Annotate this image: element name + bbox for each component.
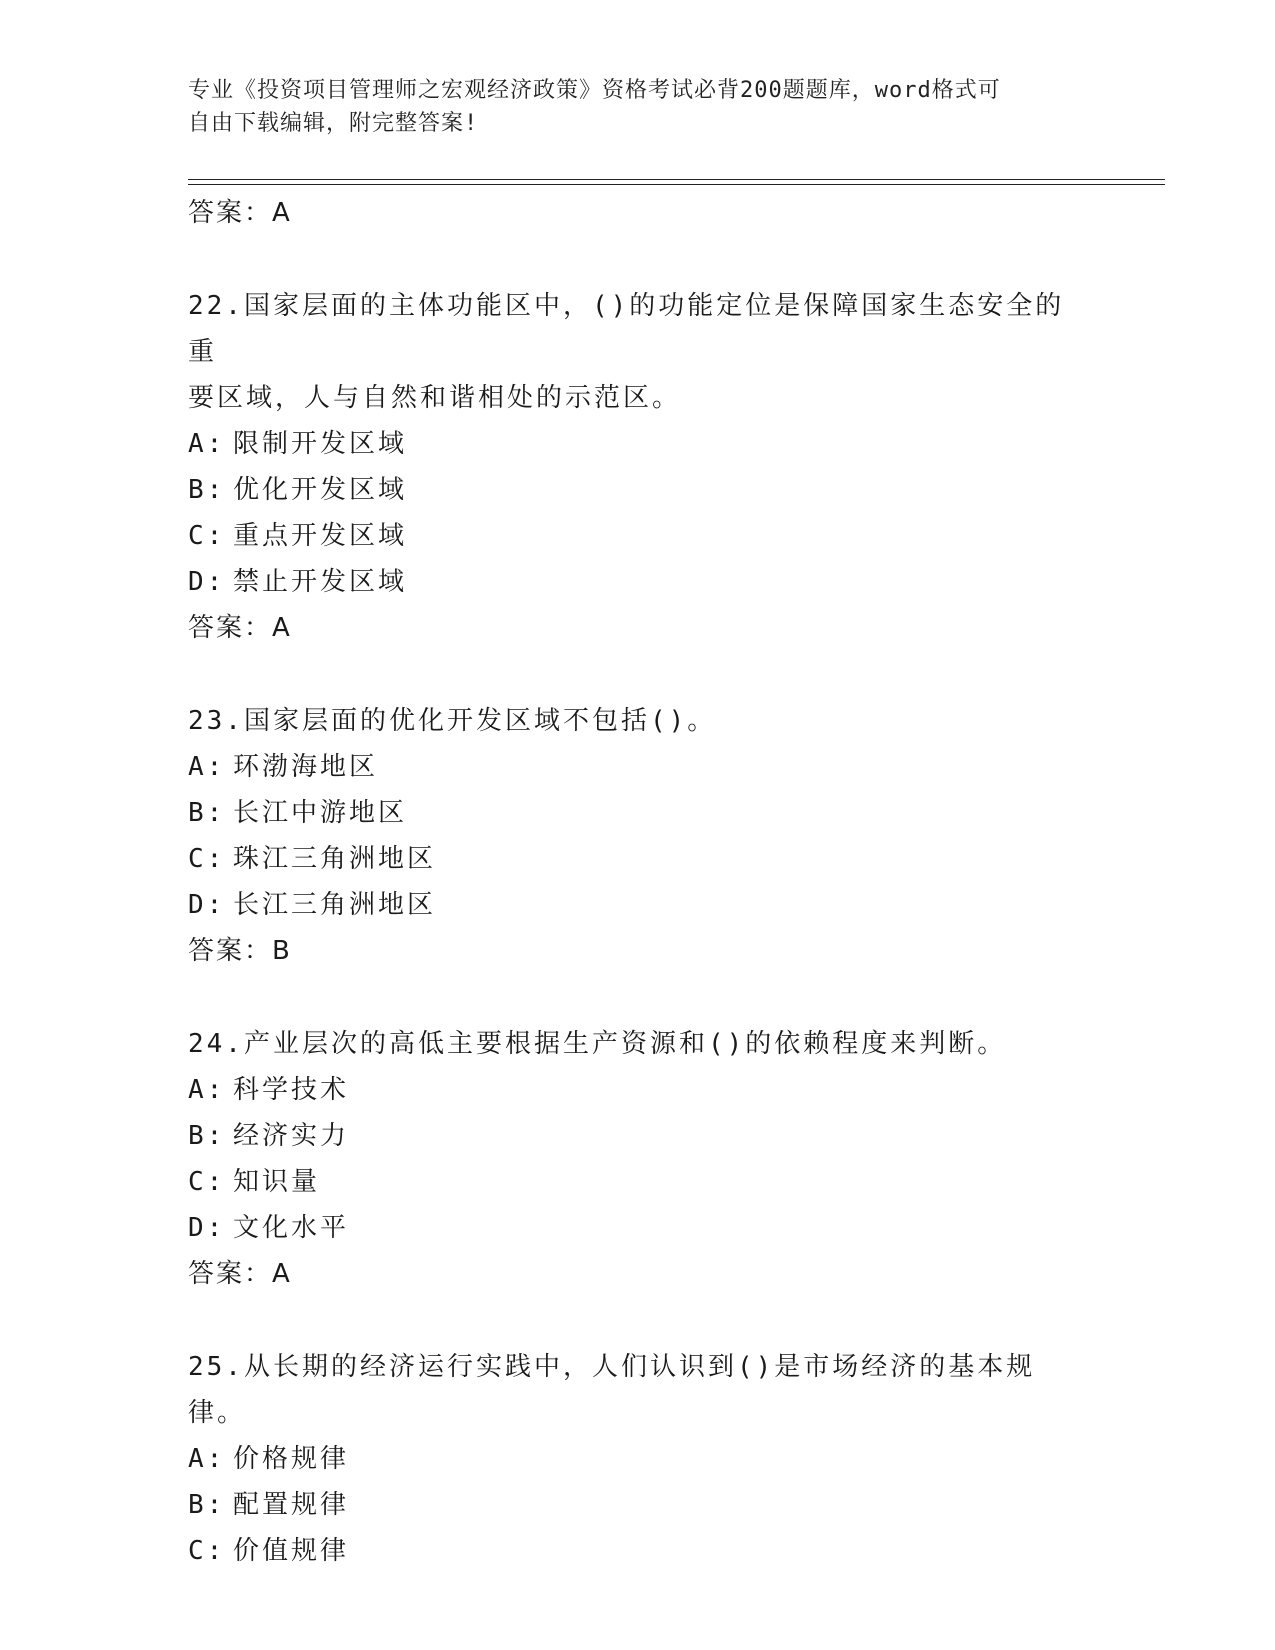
option-d — [188, 1205, 1088, 1251]
option-letter: D: — [188, 1213, 226, 1243]
option-text: 经济实力 — [233, 1121, 350, 1151]
answer-line: 答案：B — [188, 936, 292, 966]
option-text: 文化水平 — [233, 1213, 350, 1243]
option-b — [188, 467, 1088, 513]
option-letter: A: — [188, 429, 226, 459]
header-divider-top — [188, 179, 1165, 180]
option-text: 价值规律 — [233, 1536, 350, 1566]
option-c — [188, 1528, 1088, 1574]
option-letter: A: — [188, 1444, 226, 1474]
option-text: 科学技术 — [233, 1075, 350, 1105]
document-header — [188, 74, 1088, 140]
answer-line: 答案：A — [188, 198, 292, 228]
option-letter: A: — [188, 1075, 226, 1105]
option-text: 优化开发区域 — [233, 475, 408, 505]
question-stem: 24.产业层次的高低主要根据生产资源和()的依赖程度来判断。 — [188, 1029, 1007, 1059]
option-a — [188, 744, 1088, 790]
option-text: 环渤海地区 — [233, 752, 379, 782]
option-letter: C: — [188, 844, 226, 874]
question-list — [188, 190, 1088, 1574]
question-stem: 25.从长期的经济运行实践中，人们认识到()是市场经济的基本规律。 — [188, 1352, 1036, 1428]
question-stem-continued: 要区域，人与自然和谐相处的示范区。 — [188, 383, 682, 413]
option-letter: B: — [188, 1490, 226, 1520]
option-text: 配置规律 — [233, 1490, 350, 1520]
option-letter: C: — [188, 1167, 226, 1197]
option-b — [188, 1482, 1088, 1528]
option-d — [188, 882, 1088, 928]
question-22 — [188, 283, 1088, 651]
option-b — [188, 1113, 1088, 1159]
option-c — [188, 513, 1088, 559]
option-text: 重点开发区域 — [233, 521, 408, 551]
answer-line: 答案：A — [188, 613, 292, 643]
option-text: 价格规律 — [233, 1444, 350, 1474]
option-letter: B: — [188, 798, 226, 828]
option-letter: B: — [188, 1121, 226, 1151]
option-c — [188, 1159, 1088, 1205]
option-d — [188, 559, 1088, 605]
option-text: 珠江三角洲地区 — [233, 844, 437, 874]
question-stem: 22.国家层面的主体功能区中，()的功能定位是保障国家生态安全的重 — [188, 291, 1065, 367]
question-23 — [188, 698, 1088, 974]
option-letter: A: — [188, 752, 226, 782]
header-divider-bottom — [188, 184, 1165, 185]
header-line-1: 专业《投资项目管理师之宏观经济政策》资格考试必背200题题库，word格式可 — [188, 78, 1001, 103]
option-letter: C: — [188, 521, 226, 551]
question-stem: 23.国家层面的优化开发区域不包括()。 — [188, 706, 717, 736]
header-line-2: 自由下载编辑，附完整答案! — [188, 111, 479, 136]
option-a — [188, 1436, 1088, 1482]
option-b — [188, 790, 1088, 836]
option-letter: D: — [188, 890, 226, 920]
option-text: 禁止开发区域 — [233, 567, 408, 597]
question-24 — [188, 1021, 1088, 1297]
option-text: 长江中游地区 — [233, 798, 408, 828]
option-letter: C: — [188, 1536, 226, 1566]
option-text: 长江三角洲地区 — [233, 890, 437, 920]
option-letter: D: — [188, 567, 226, 597]
option-text: 知识量 — [233, 1167, 321, 1197]
answer-line: 答案：A — [188, 1259, 292, 1289]
option-a — [188, 421, 1088, 467]
question-25 — [188, 1344, 1088, 1574]
option-c — [188, 836, 1088, 882]
option-a — [188, 1067, 1088, 1113]
option-text: 限制开发区域 — [233, 429, 408, 459]
option-letter: B: — [188, 475, 226, 505]
